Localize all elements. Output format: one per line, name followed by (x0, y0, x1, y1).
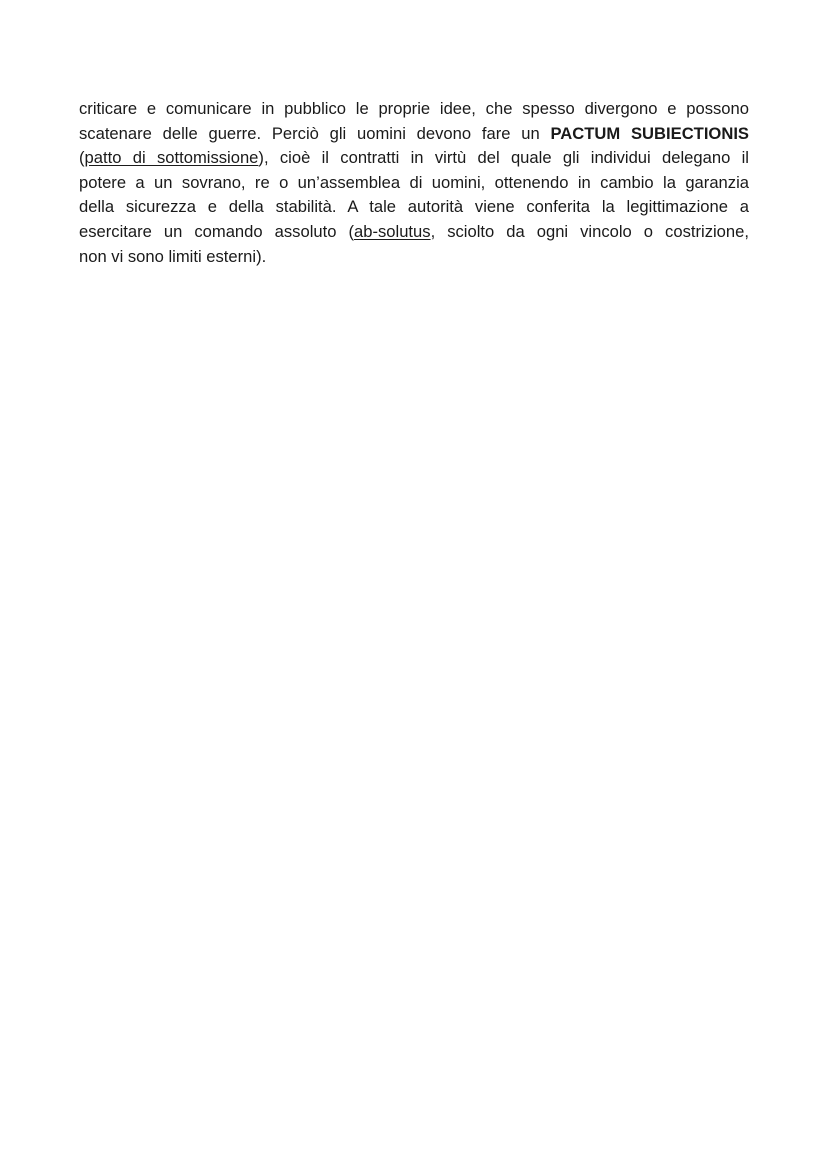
text-segment: , sciolto da ogni vincolo o costrizione, (430, 221, 749, 241)
text-line-4: potere a un sovrano, re o un’assemblea di uomini, ottenendo in cambio la garanzia (79, 172, 749, 192)
text-segment: ( (79, 148, 85, 168)
text-line-6 (79, 220, 749, 245)
underlined-term-ab-solutus: ab-solutus (354, 221, 431, 241)
text-line-7: non vi sono limiti esterni). (79, 246, 267, 266)
body-paragraph (79, 97, 749, 269)
text-line-1: criticare e comunicare in pubblico le proprie idee, che spesso divergono e possono (79, 99, 749, 118)
text-segment: ), cioè il contratti in virtù del quale gli individui delegano il (258, 148, 749, 168)
text-segment: scatenare delle guerre. Perciò gli uomini devono fare un (79, 123, 551, 143)
text-line-2 (79, 122, 749, 147)
underlined-term-patto-di-sottomissione: patto di sottomissione (84, 148, 259, 168)
text-line-5: della sicurezza e della stabilità. A tale autorità viene conferita la legittimazione a (79, 197, 749, 217)
bold-term-pactum-subiectionis: PACTUM SUBIECTIONIS (550, 123, 749, 143)
text-line-3 (79, 146, 749, 171)
text-segment: esercitare un comando assoluto ( (79, 221, 354, 241)
